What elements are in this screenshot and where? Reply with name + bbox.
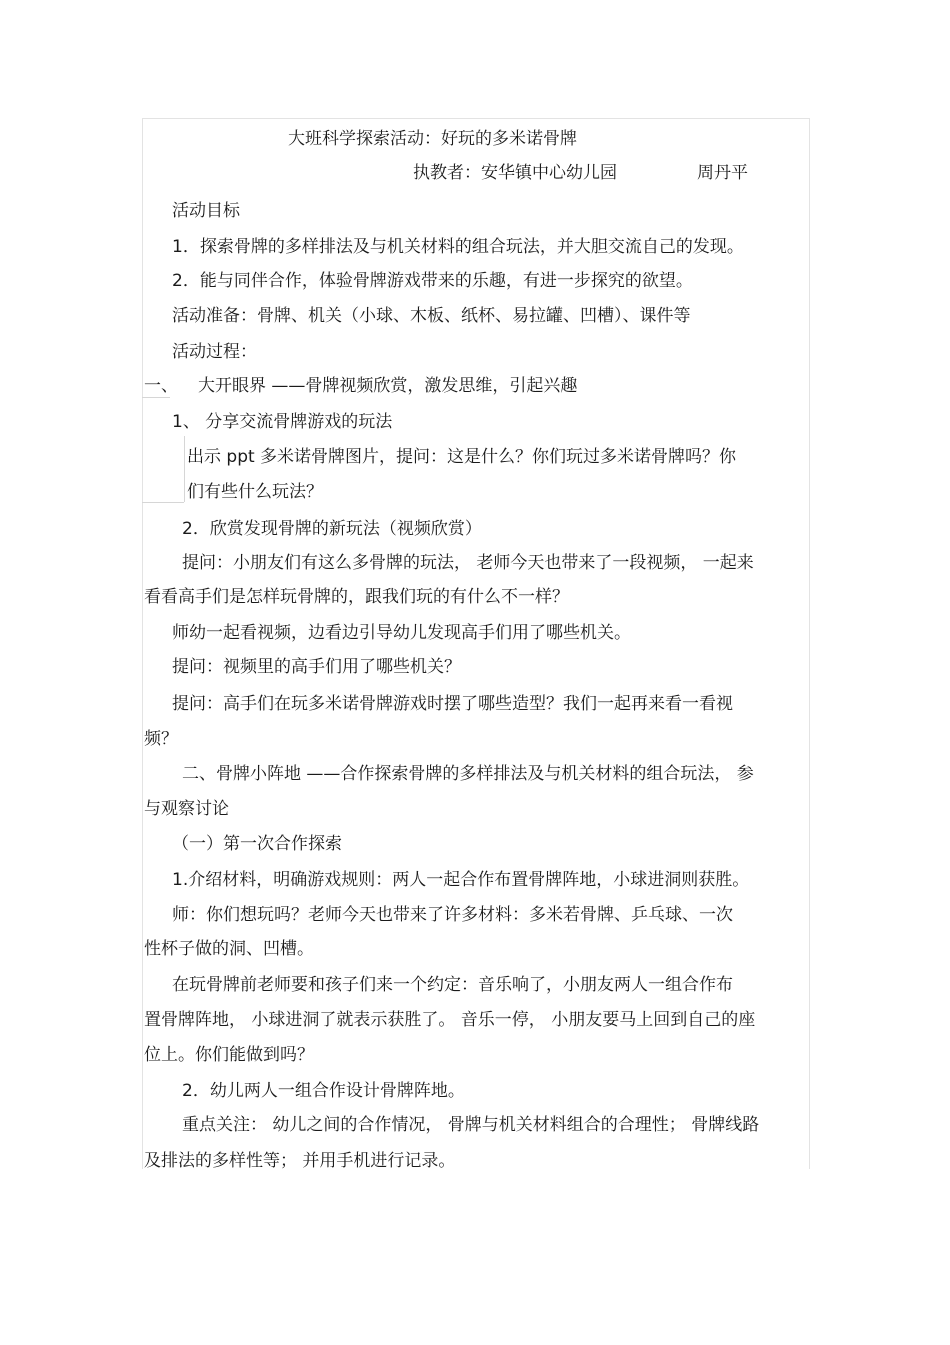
- question-line: 提问：高手们在玩多米诺骨牌游戏时摆了哪些造型？我们一起再来看一看视: [172, 694, 733, 714]
- step2-title: 2．欣赏发现骨牌的新玩法（视频欣赏）: [182, 519, 482, 539]
- process-heading: 活动过程：: [172, 342, 257, 362]
- divider: [142, 502, 184, 503]
- question-line: 提问：视频里的高手们用了哪些机关？: [172, 657, 461, 677]
- goal-item: 2．能与同伴合作，体验骨牌游戏带来的乐趣，有进一步探究的欲望。: [172, 271, 693, 291]
- focus-line: 及排法的多样性等； 并用手机进行记录。: [144, 1151, 456, 1171]
- teacher-label: 执教者：安华镇中心幼儿园: [413, 163, 617, 183]
- teacher-line: 性杯子做的洞、凹槽。: [144, 939, 314, 959]
- divider: [142, 397, 170, 398]
- subsection-title: （一）第一次合作探索: [172, 834, 342, 854]
- rule-line: 置骨牌阵地， 小球进洞了就表示获胜了。 音乐一停， 小朋友要马上回到自己的座: [144, 1010, 756, 1030]
- watch-line: 师幼一起看视频，边看边引导幼儿发现高手们用了哪些机关。: [172, 623, 631, 643]
- item-line: 1.介绍材料，明确游戏规则：两人一起合作布置骨牌阵地，小球进洞则获胜。: [172, 870, 750, 890]
- section1-title: 大开眼界 ——骨牌视频欣赏，激发思维，引起兴趣: [198, 376, 578, 396]
- page-title: 大班科学探索活动：好玩的多米诺骨牌: [288, 129, 577, 149]
- item-line: 2．幼儿两人一组合作设计骨牌阵地。: [182, 1081, 465, 1101]
- section2-title: 与观察讨论: [144, 799, 229, 819]
- goal-item: 1．探索骨牌的多样排法及与机关材料的组合玩法，并大胆交流自己的发现。: [172, 237, 744, 257]
- rule-line: 在玩骨牌前老师要和孩子们来一个约定：音乐响了，小朋友两人一组合作布: [172, 975, 733, 995]
- divider: [184, 436, 185, 502]
- section2-title: 二、骨牌小阵地 ——合作探索骨牌的多样排法及与机关材料的组合玩法， 参: [182, 764, 754, 784]
- step1-title: 1、 分享交流骨牌游戏的玩法: [172, 412, 393, 432]
- step1-line: 出示 ppt 多米诺骨牌图片，提问：这是什么？你们玩过多米诺骨牌吗？你: [187, 447, 737, 467]
- goals-heading: 活动目标: [172, 201, 240, 221]
- focus-line: 重点关注： 幼儿之间的合作情况， 骨牌与机关材料组合的合理性； 骨牌线路: [182, 1115, 760, 1135]
- teacher-line: 师：你们想玩吗？老师今天也带来了许多材料：多米若骨牌、乒乓球、一次: [172, 905, 733, 925]
- preparation: 活动准备：骨牌、机关（小球、木板、纸杯、易拉罐、凹槽）、课件等: [172, 306, 691, 326]
- question-line: 看看高手们是怎样玩骨牌的，跟我们玩的有什么不一样？: [144, 587, 569, 607]
- question-line: 提问：小朋友们有这么多骨牌的玩法， 老师今天也带来了一段视频， 一起来: [182, 553, 754, 573]
- step1-line: 们有些什么玩法？: [187, 482, 323, 502]
- question-line: 频？: [144, 729, 178, 749]
- teacher-name: 周丹平: [697, 163, 748, 183]
- rule-line: 位上。你们能做到吗？: [144, 1045, 314, 1065]
- section1-number: 一、: [144, 376, 178, 396]
